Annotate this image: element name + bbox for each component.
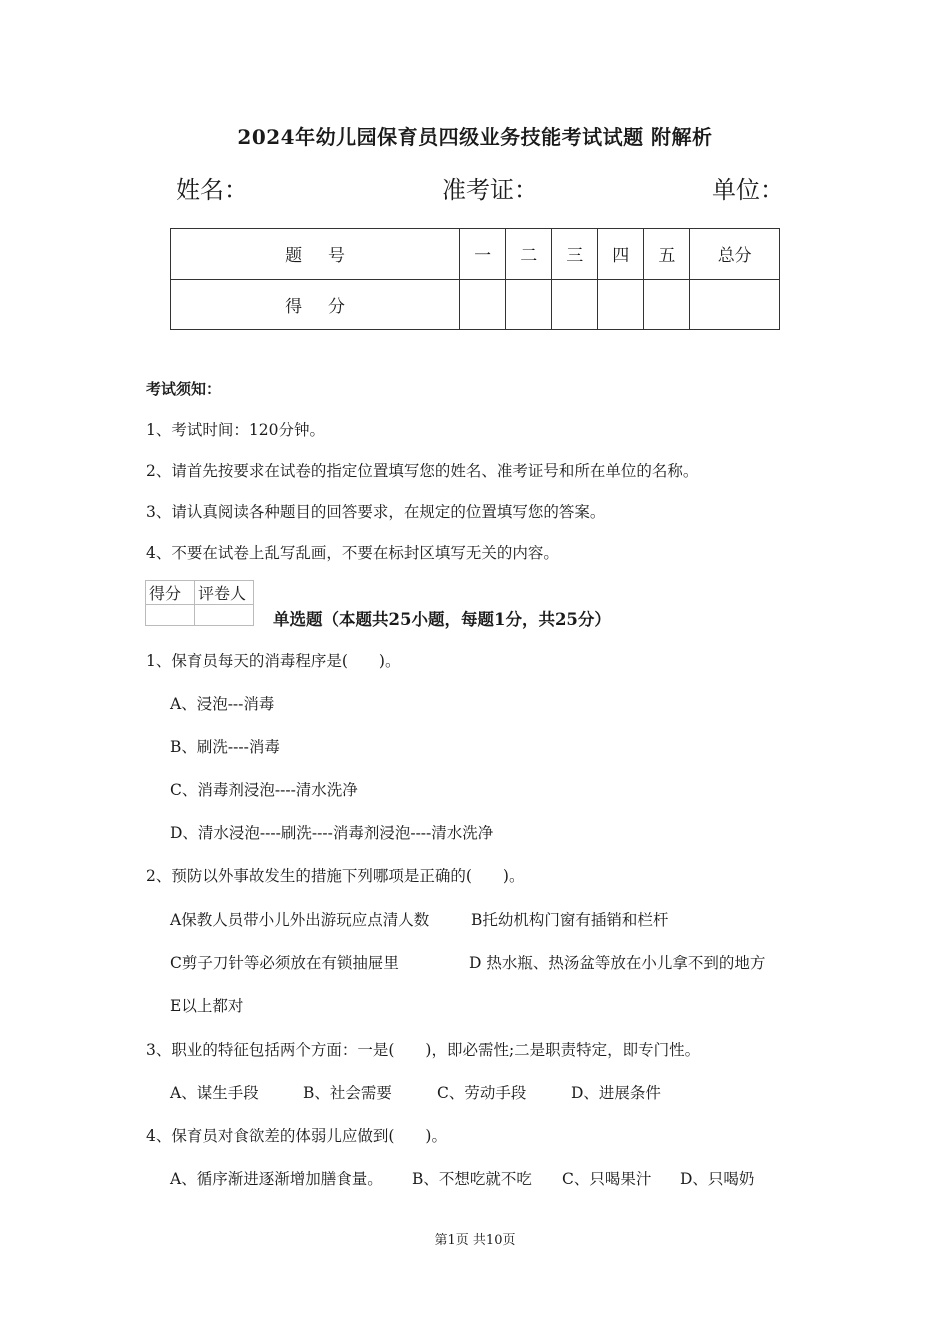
question-option: D、进展条件 <box>571 1084 661 1102</box>
question-number-label: 题号 <box>171 229 460 280</box>
score-table-header-row <box>171 229 780 280</box>
page-number: 第1页 共10页 <box>434 1233 516 1248</box>
score-table <box>170 228 780 330</box>
unit-label: 单位： <box>712 176 784 204</box>
grader-name-cell <box>195 605 254 626</box>
column-5: 五 <box>644 229 690 280</box>
question-stem: 3、职业的特征包括两个方面：一是( )，即必需性;二是职责特定，即专门性。 <box>146 1041 701 1059</box>
question-option: A保教人员带小儿外出游玩应点清人数 <box>170 911 430 929</box>
question-stem: 1、保育员每天的消毒程序是( )。 <box>146 652 401 670</box>
question-option: A、循序渐进逐渐增加膳食量。 <box>170 1170 383 1188</box>
column-total: 总分 <box>690 229 780 280</box>
score-cell <box>552 279 598 330</box>
exam-number-label: 准考证： <box>442 176 538 204</box>
question-option: E以上都对 <box>170 997 244 1015</box>
question-option: D、清水浸泡----刷洗----消毒剂浸泡----清水洗净 <box>170 824 494 842</box>
score-cell <box>690 279 780 330</box>
document-title: 2024年幼儿园保育员四级业务技能考试试题 附解析 <box>237 125 713 149</box>
score-table-score-row <box>171 279 780 330</box>
question-option: C、只喝果汁 <box>562 1170 652 1188</box>
column-1: 一 <box>460 229 506 280</box>
question-stem: 2、预防以外事故发生的措施下列哪项是正确的( )。 <box>146 867 525 885</box>
column-3: 三 <box>552 229 598 280</box>
name-label: 姓名： <box>176 176 248 204</box>
question-option: B、刷洗----消毒 <box>170 738 280 756</box>
question-stem: 4、保育员对食欲差的体弱儿应做到( )。 <box>146 1127 447 1145</box>
score-cell <box>506 279 552 330</box>
grader-name-label: 评卷人 <box>195 581 254 605</box>
notice-title: 考试须知： <box>146 380 222 398</box>
score-cell <box>598 279 644 330</box>
column-4: 四 <box>598 229 644 280</box>
score-cell <box>460 279 506 330</box>
question-option: B托幼机构门窗有插销和栏杆 <box>471 911 669 929</box>
grader-score-cell <box>146 605 195 626</box>
question-option: C、劳动手段 <box>437 1084 527 1102</box>
question-option: B、不想吃就不吃 <box>412 1170 532 1188</box>
question-option: A、浸泡---消毒 <box>170 695 275 713</box>
section-title: 单选题（本题共25小题，每题1分，共25分） <box>273 610 611 629</box>
question-option: B、社会需要 <box>303 1084 392 1102</box>
question-option: C剪子刀针等必须放在有锁抽屉里 <box>170 954 399 972</box>
grader-score-label: 得分 <box>146 581 195 605</box>
score-label: 得分 <box>171 279 460 330</box>
question-option: D 热水瓶、热汤盆等放在小儿拿不到的地方 <box>469 954 766 972</box>
notice-item: 4、不要在试卷上乱写乱画，不要在标封区填写无关的内容。 <box>146 544 559 562</box>
notice-item: 2、请首先按要求在试卷的指定位置填写您的姓名、准考证号和所在单位的名称。 <box>146 462 699 480</box>
question-option: C、消毒剂浸泡----清水洗净 <box>170 781 358 799</box>
notice-item: 3、请认真阅读各种题目的回答要求，在规定的位置填写您的答案。 <box>146 503 606 521</box>
notice-item: 1、考试时间：120分钟。 <box>146 421 325 439</box>
grader-box <box>145 580 254 626</box>
column-2: 二 <box>506 229 552 280</box>
question-option: A、谋生手段 <box>170 1084 259 1102</box>
score-cell <box>644 279 690 330</box>
question-option: D、只喝奶 <box>680 1170 755 1188</box>
